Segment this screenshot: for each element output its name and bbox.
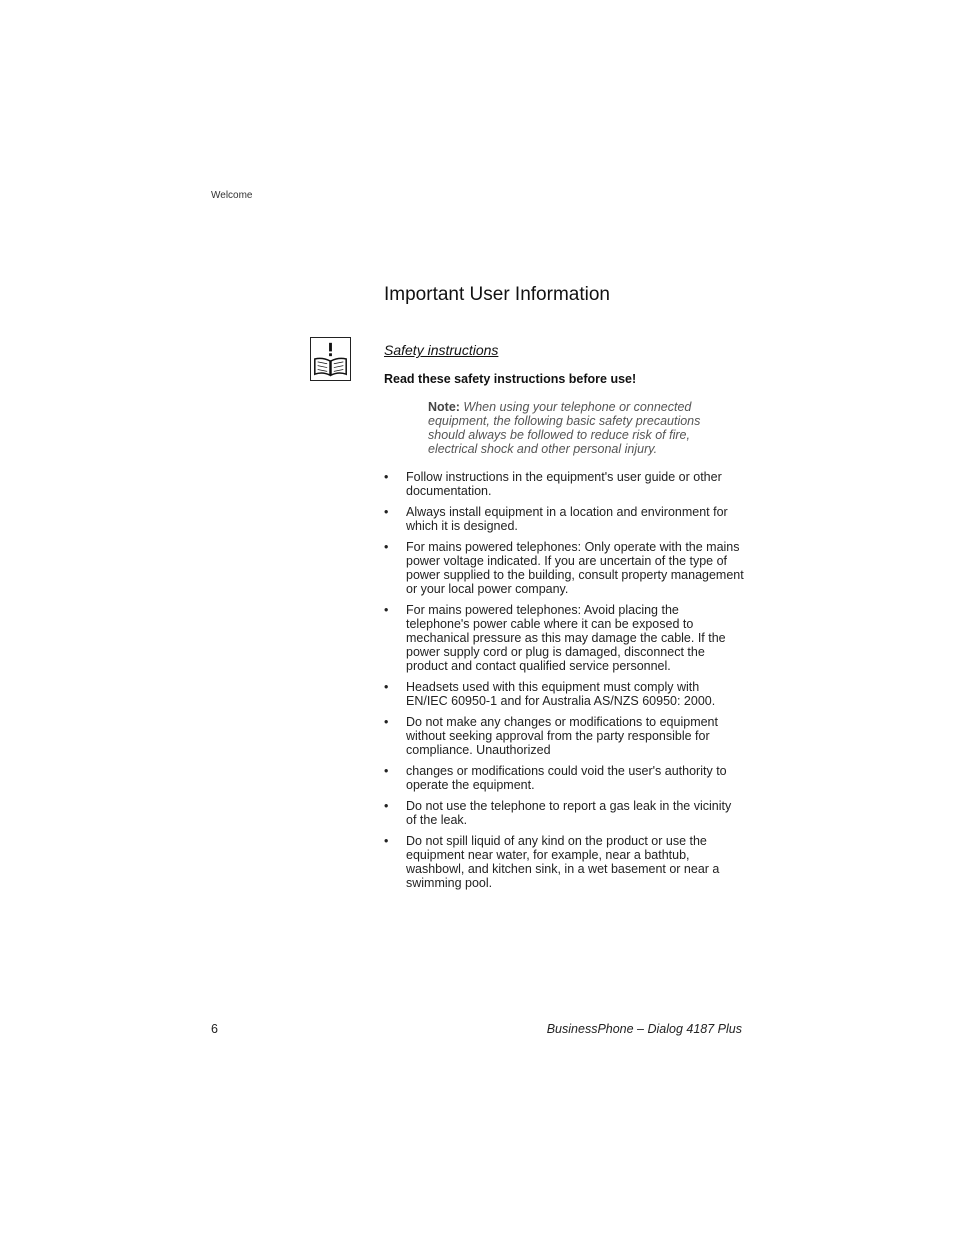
list-item-text: Do not make any changes or modifications to equipment without seeking approval from the party responsible for compliance. Unauthorized [406,715,718,757]
running-header: Welcome [211,190,253,201]
list-item [384,470,744,498]
list-item [384,764,744,792]
list-item-text: Always install equipment in a location and environment for which it is designed. [406,505,728,533]
bullet-glyph: • [384,603,389,617]
bullet-glyph: • [384,505,389,519]
bullet-glyph: • [384,834,389,848]
note-label: Note: [428,400,460,414]
bullet-glyph: • [384,799,389,813]
bullet-glyph: • [384,764,389,778]
footer-doc-title: BusinessPhone – Dialog 4187 Plus [546,1022,742,1036]
note-block [428,400,740,456]
list-item [384,799,744,827]
bullet-glyph: • [384,470,389,484]
footer-page-number: 6 [211,1022,218,1036]
page-title: Important User Information [384,284,610,305]
list-item-text: Follow instructions in the equipment's user guide or other documentation. [406,470,722,498]
list-item-text: For mains powered telephones: Only operate with the mains power voltage indicated. If you are uncertain of the type of power supplied to the building, consult property management or your local power company. [406,540,744,596]
list-item-text: For mains powered telephones: Avoid placing the telephone's power cable where it can be exposed to mechanical pressure as this may damage the cable. If the power supply cord or plug is damaged, disconnect the product and contact qualified service personnel. [406,603,726,673]
list-item [384,680,744,708]
list-item [384,834,744,890]
list-item-text: Do not spill liquid of any kind on the product or use the equipment near water, for example, near a bathtub, washbowl, and kitchen sink, in a wet basement or near a swimming pool. [406,834,720,890]
note-text: When using your telephone or connected equipment, the following basic safety precautions should always be followed to reduce risk of fire, electrical shock and other personal injury. [428,400,701,456]
list-item [384,715,744,757]
list-item-text: Do not use the telephone to report a gas leak in the vicinity of the leak. [406,799,732,827]
list-item [384,505,744,533]
lead-text: Read these safety instructions before use! [384,372,637,386]
bullet-glyph: • [384,715,389,729]
section-title: Safety instructions [384,342,499,358]
list-item-text: Headsets used with this equipment must comply with EN/IEC 60950-1 and for Australia AS/NZS 60950: 2000. [406,680,716,708]
list-item-text: changes or modifications could void the user's authority to operate the equipment. [406,764,727,792]
list-item [384,603,744,673]
safety-list [384,470,744,897]
bullet-glyph: • [384,680,389,694]
warning-book-icon [310,337,351,381]
bullet-glyph: • [384,540,389,554]
list-item [384,540,744,596]
